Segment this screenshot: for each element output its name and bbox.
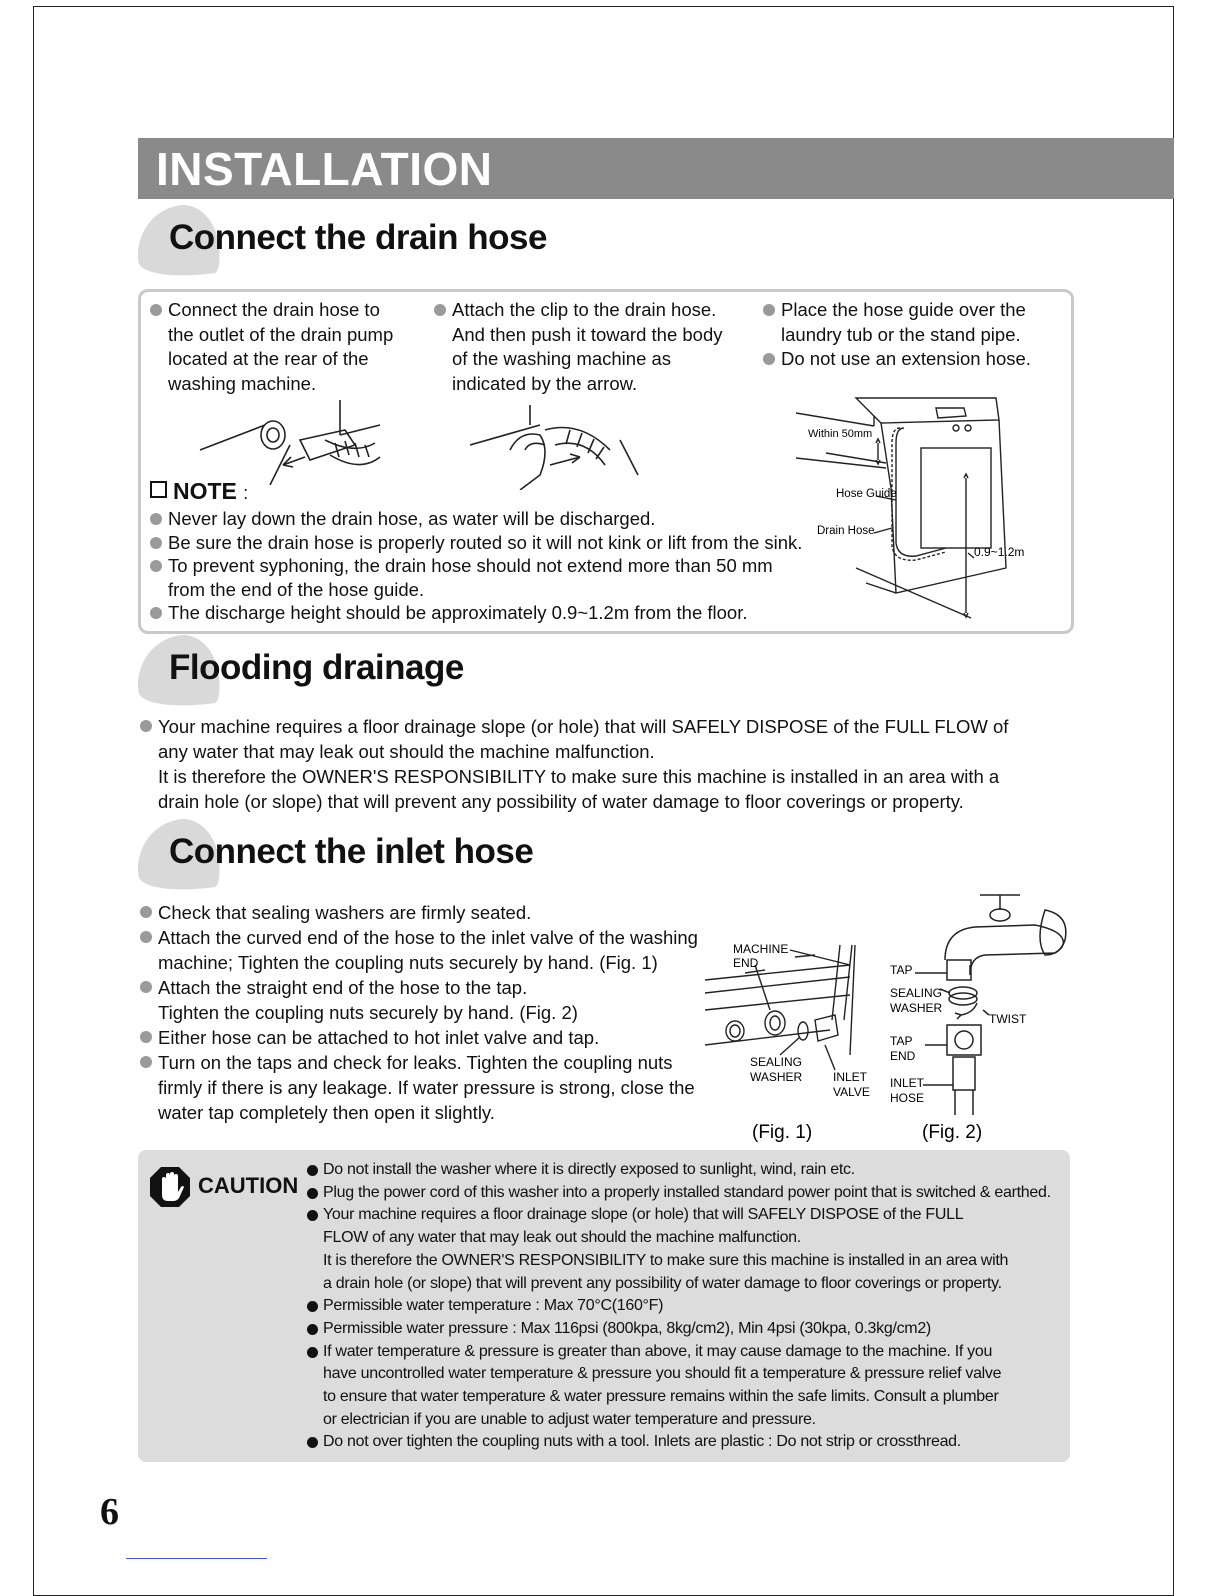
height-label: 0.9~1.2m bbox=[974, 545, 1025, 559]
caution-label: CAUTION bbox=[198, 1173, 299, 1198]
fig2-hose-label: HOSE bbox=[890, 1091, 925, 1105]
fig2-washer-label: WASHER bbox=[890, 1001, 943, 1015]
flooding-heading bbox=[140, 648, 464, 708]
drain-hose-label: Drain Hose bbox=[817, 525, 875, 537]
drain-step-2: Attach the clip to the drain hose. And then push it toward the body of the washing machine as indicated by the arrow. bbox=[432, 298, 723, 396]
fig1-inlet-label: INLET bbox=[833, 1070, 868, 1084]
within-label: Within 50mm bbox=[808, 428, 873, 440]
fig1-washer-label: WASHER bbox=[750, 1070, 803, 1084]
drain-step-1: Connect the drain hose to the outlet of the drain pump located at the rear of the washing machine. bbox=[148, 298, 393, 396]
drain-step-3: Place the hose guide over the laundry tub or the stand pipe. Do not use an extension hose. bbox=[761, 298, 1031, 372]
note-list: Never lay down the drain hose, as water will be discharged. Be sure the drain hose is properly routed so it will not kink or lift from the sink. To prevent syphoning, the drain hose should not extend more than 50 mm from the end of the hose guide. The discharge height should be approximately 0.9~1.2m from the floor. bbox=[148, 507, 802, 625]
drain-hose-heading bbox=[140, 218, 547, 278]
fig2-twist-label: TWIST bbox=[989, 1012, 1027, 1026]
hose-guide-label: Hose Guide bbox=[836, 488, 897, 500]
note-heading: NOTE : bbox=[150, 478, 248, 505]
page-number: 6 bbox=[100, 1491, 119, 1533]
flooding-title: Flooding drainage bbox=[169, 648, 464, 687]
fig1-diagram bbox=[700, 935, 880, 1150]
stop-hand-icon bbox=[148, 1165, 192, 1209]
hose-guide-diagram bbox=[796, 388, 1036, 628]
hose-clip-illustration bbox=[470, 395, 650, 490]
inlet-hose-heading bbox=[140, 832, 534, 892]
flooding-text: Your machine requires a floor drainage slope (or hole) that will SAFELY DISPOSE of the FULL FLOW of any water that may leak out should the machine malfunction. It is therefore the OWNER'S RESPONSIBILITY to make sure this machine is installed in an area with a drain hole (or slope) that will prevent any possibility of water damage to floor coverings or property. bbox=[138, 714, 1008, 814]
drain-pump-illustration bbox=[195, 395, 395, 485]
fig1-valve-label: VALVE bbox=[833, 1085, 870, 1099]
inlet-hose-steps: Check that sealing washers are firmly seated. Attach the curved end of the hose to the inlet valve of the washing machine; Tighten the coupling nuts securely by hand. (Fig. 1) Attach the straight end of the hose to the tap. Tighten the coupling nuts securely by hand. (Fig. 2) Either hose can be attached to hot inlet valve and tap. Turn on the taps and check for leaks. Tighten the coupling nuts firmly if there is any leakage. If water pressure is strong, close the water tap completely then open it slightly. bbox=[138, 900, 698, 1125]
fig2-end-label: END bbox=[890, 1049, 916, 1063]
drain-hose-title: Connect the drain hose bbox=[169, 218, 547, 257]
fig2-diagram bbox=[885, 885, 1085, 1150]
fig2-sealing-label: SEALING bbox=[890, 986, 943, 1000]
fig1-caption: (Fig. 1) bbox=[752, 1122, 813, 1143]
fig1-sealing-label: SEALING bbox=[750, 1055, 803, 1069]
fig2-tap-end-label: TAP bbox=[890, 1034, 913, 1048]
fig2-caption: (Fig. 2) bbox=[922, 1122, 983, 1143]
fig1-machine-label: MACHINE bbox=[733, 942, 789, 956]
banner-title: INSTALLATION bbox=[156, 143, 493, 195]
fig2-inlet-label: INLET bbox=[890, 1076, 925, 1090]
footer-line bbox=[126, 1558, 267, 1559]
fig2-tap-label: TAP bbox=[890, 963, 913, 977]
fig1-end-label: END bbox=[733, 956, 759, 970]
note-box-icon bbox=[150, 481, 167, 498]
inlet-hose-title: Connect the inlet hose bbox=[169, 832, 534, 871]
caution-list: Do not install the washer where it is directly exposed to sunlight, wind, rain etc. Plug the power cord of this washer into a properly installed standard power point that is switched & earthed. Your machine requires a floor drainage slope (or hole) that will SAFELY DISPOSE of the FULL FLOW of any water that may leak out should the machine malfunction. It is therefore the OWNER'S RESPONSIBILITY to make sure this machine is installed in an area with a drain hole (or slope) that will prevent any possibility of water damage to floor coverings or property. Permissible water temperature : Max 70°C(160°F) Permissible water pressure : Max 116psi (800kpa, 8kg/cm2), Min 4psi (30kpa, 0.3kg/cm2) If water temperature & pressure is greater than above, it may cause damage to the machine. If you have uncontrolled water temperature & pressure you should fit a temperature & pressure relief valve to ensure that water temperature & water pressure remains within the safe limits. Consult a plumber or electrician if you are unable to adjust water temperature and pressure. Do not over tighten the coupling nuts with a tool. Inlets are plastic : Do not strip or crossthread. bbox=[306, 1159, 1066, 1454]
section-banner bbox=[138, 138, 1174, 199]
